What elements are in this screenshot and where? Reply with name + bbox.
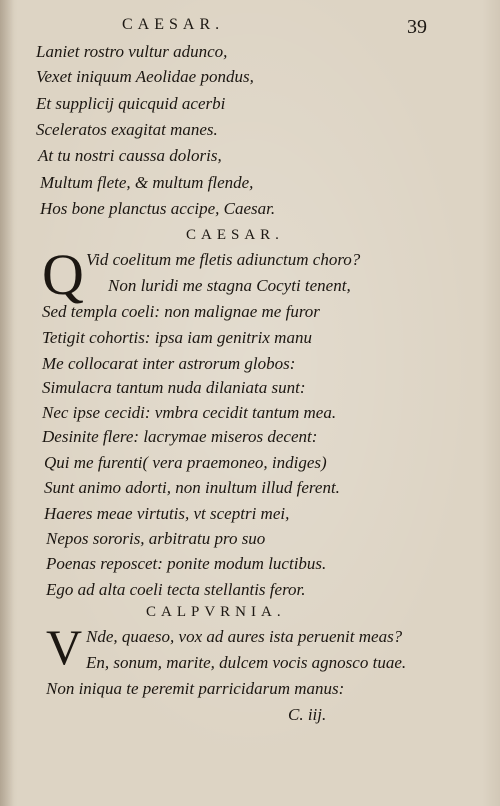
verse-line: Me collocarat inter astrorum globos:	[42, 354, 296, 373]
speaker-heading: CALPVRNIA.	[146, 604, 286, 620]
verse-line: Nepos sororis, arbitratu pro suo	[46, 529, 266, 548]
verse-line: Simulacra tantum nuda dilaniata sunt:	[42, 378, 306, 397]
verse-line: Ego ad alta coeli tecta stellantis feror.	[46, 580, 306, 599]
verse-line: Vexet iniquum Aeolidae pondus,	[36, 67, 254, 86]
verse-line: Desinite flere: lacrymae miseros decent:	[42, 427, 318, 446]
signature-mark: C. iij.	[288, 705, 327, 724]
verse-line: Sceleratos exagitat manes.	[36, 120, 218, 139]
verse-line: Et supplicij quicquid acerbi	[36, 94, 226, 113]
verse-line: Poenas reposcet: ponite modum luctibus.	[46, 554, 327, 573]
verse-line: Nec ipse cecidi: vmbra cecidit tantum mea.	[42, 403, 337, 422]
verse-line: At tu nostri caussa doloris,	[38, 146, 222, 165]
verse-line: Hos bone planctus accipe, Caesar.	[40, 199, 276, 218]
verse-line: Non iniqua te peremit parricidarum manus:	[46, 679, 345, 698]
verse-line: Haeres meae virtutis, vt sceptri mei,	[44, 504, 290, 523]
verse-line: Non luridi me stagna Cocyti tenent,	[108, 276, 351, 295]
speaker-heading: CAESAR.	[186, 227, 284, 243]
running-head: CAESAR.	[122, 16, 225, 33]
page-number: 39	[407, 16, 427, 38]
verse-line: Vid coelitum me fletis adiunctum choro?	[86, 250, 361, 269]
drop-cap: V	[46, 619, 83, 675]
verse-line: En, sonum, marite, dulcem vocis agnosco tuae.	[86, 653, 407, 672]
drop-cap: Q	[42, 242, 84, 307]
verse-line: Nde, quaeso, vox ad aures ista peruenit meas?	[86, 627, 403, 646]
verse-line: Tetigit cohortis: ipsa iam genitrix manu	[42, 328, 312, 347]
verse-line: Sed templa coeli: non malignae me furor	[42, 302, 320, 321]
gutter-shadow	[0, 0, 14, 806]
verse-line: Qui me furenti( vera praemoneo, indiges)	[44, 453, 327, 472]
verse-line: Sunt animo adorti, non inultum illud ferent.	[44, 478, 340, 497]
verse-line: Laniet rostro vultur adunco,	[36, 42, 228, 61]
verse-line: Multum flete, & multum flende,	[40, 173, 254, 192]
